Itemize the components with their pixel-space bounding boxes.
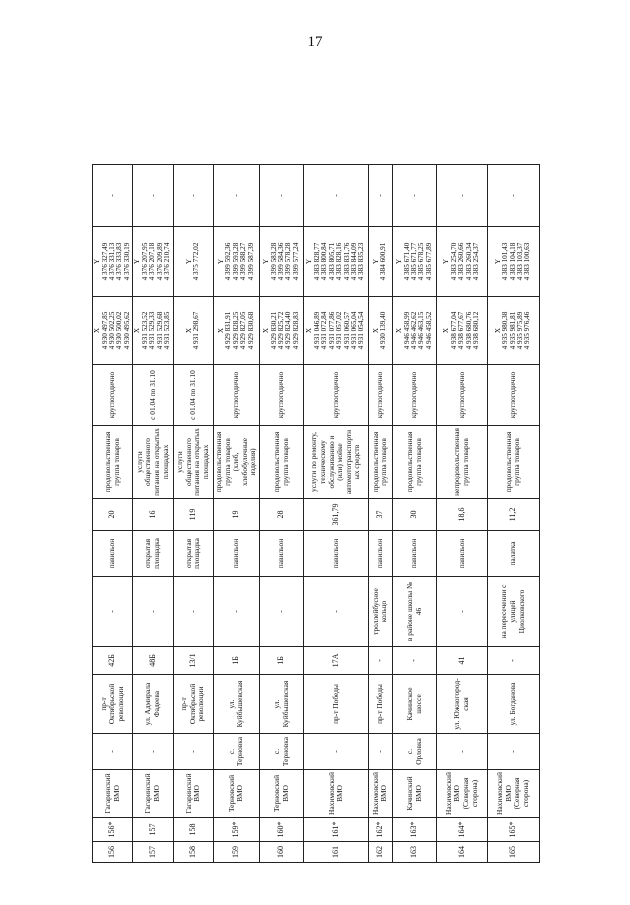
cell-area: 11,2: [487, 499, 539, 531]
cell-landmark: -: [437, 577, 487, 647]
cell-area: 20: [93, 499, 133, 531]
cell-type: павильон: [368, 531, 392, 577]
cell-house: -: [368, 647, 392, 675]
cell-landmark: на пересечении с улицей Циолковского: [487, 577, 539, 647]
cell-house: 41: [437, 647, 487, 675]
table-row: [368, 63, 392, 863]
cell-landmark: -: [93, 577, 133, 647]
cell-specialization: продовольственная группа товаров: [260, 426, 304, 499]
cell-street: пр-т Победы: [304, 675, 368, 734]
table-row: [93, 63, 133, 863]
cell-locality: -: [93, 734, 133, 770]
cell-district: Терновский ВМО: [260, 770, 304, 818]
cell-x: X 4 935 980,38 4 935 981,81 4 935 975,89 4 935 976,46: [487, 297, 539, 365]
cell-period: с 01.04 по 31.10: [173, 365, 213, 426]
cell-num: 157: [133, 842, 173, 863]
cell-district: Нахимовский ВМО (Северная сторона): [487, 770, 539, 818]
cell-specialization: продовольственная группа товаров: [368, 426, 392, 499]
cell-type: павильон: [304, 531, 368, 577]
cell-area: 19: [213, 499, 259, 531]
cell-house: 17А: [304, 647, 368, 675]
cell-area: 28: [260, 499, 304, 531]
cell-house: 13/1: [173, 647, 213, 675]
cell-num: 165: [487, 842, 539, 863]
cell-code: 159*: [213, 818, 259, 842]
cell-x: X 4 929 831,91 4 929 828,25 4 929 827,05 4 929 830,68: [213, 297, 259, 365]
cell-note: -: [173, 165, 213, 227]
placement-table: [92, 62, 540, 863]
cell-house: 48Б: [133, 647, 173, 675]
cell-code: 164*: [437, 818, 487, 842]
cell-house: 42Б: [93, 647, 133, 675]
cell-y: Y 4 383 101,43 4 383 104,18 4 383 103,37 4 383 100,63: [487, 227, 539, 297]
cell-code: 158: [173, 818, 213, 842]
cell-street: пр-т Октябрьской революции: [173, 675, 213, 734]
cell-y: Y 4 383 828,77 4 383 800,84 4 383 805,71 4 383 828,16 4 383 831,76 4 383 844,09 4 383 835,23: [304, 227, 368, 297]
table-body: [93, 63, 540, 863]
cell-street: ул. Богданова: [487, 675, 539, 734]
cell-period: круглогодично: [213, 365, 259, 426]
cell-code: 160*: [260, 818, 304, 842]
cell-house: -: [392, 647, 436, 675]
cell-house: 1Б: [213, 647, 259, 675]
table-row: [437, 63, 487, 863]
cell-street: ул. Куйбышевская: [213, 675, 259, 734]
cell-district: Нахимовский ВМО: [368, 770, 392, 818]
cell-landmark: -: [260, 577, 304, 647]
cell-note: -: [133, 165, 173, 227]
cell-locality: с. Терновка: [213, 734, 259, 770]
cell-note: -: [213, 165, 259, 227]
table-row: [133, 63, 173, 863]
cell-num: 160: [260, 842, 304, 863]
cell-code: 165*: [487, 818, 539, 842]
cell-locality: -: [487, 734, 539, 770]
cell-locality: -: [437, 734, 487, 770]
cell-num: 161: [304, 842, 368, 863]
cell-y: Y 4 399 592,36 4 399 593,28 4 399 588,27 4 399 587,39: [213, 227, 259, 297]
page-number: 17: [307, 34, 323, 50]
cell-y: Y 4 375 772,02: [173, 227, 213, 297]
cell-x: X 4 931 523,52 4 931 529,33 4 931 529,68 4 931 523,85: [133, 297, 173, 365]
cell-code: 161*: [304, 818, 368, 842]
cell-code: 156*: [93, 818, 133, 842]
cell-specialization: услуги общественного питания на открытых площадках: [133, 426, 173, 499]
cell-y: Y 4 384 600,91: [368, 227, 392, 297]
cell-y: Y 4 385 671,40 4 385 671,77 4 385 678,25 4 385 677,89: [392, 227, 436, 297]
cell-period: круглогодично: [304, 365, 368, 426]
cell-district: Гагаринский ВМО: [173, 770, 213, 818]
cell-y: Y 4 399 583,28 4 399 584,36 4 399 578,28 4 399 577,24: [260, 227, 304, 297]
cell-code: 157: [133, 818, 173, 842]
cell-x: X 4 929 830,21 4 929 825,72 4 929 824,40 4 929 828,83: [260, 297, 304, 365]
cell-area: 16: [133, 499, 173, 531]
cell-note: -: [392, 165, 436, 227]
cell-locality: с. Терновка: [260, 734, 304, 770]
cell-locality: -: [133, 734, 173, 770]
cell-locality: -: [173, 734, 213, 770]
cell-y: Y 4 376 327,49 4 376 331,13 4 376 333,83 4 376 330,19: [93, 227, 133, 297]
cell-x: X 4 930 497,85 4 930 502,25 4 930 500,02 4 930 495,62: [93, 297, 133, 365]
cell-period: круглогодично: [487, 365, 539, 426]
cell-house: 1Б: [260, 647, 304, 675]
cell-street: ул. Адмирала Фадеева: [133, 675, 173, 734]
cell-landmark: троллейбусное кольцо: [368, 577, 392, 647]
cell-num: 159: [213, 842, 259, 863]
table-row: [304, 63, 368, 863]
cell-note: -: [368, 165, 392, 227]
cell-y: Y 4 376 207,95 4 376 207,18 4 376 209,89 4 376 210,74: [133, 227, 173, 297]
cell-x: X 4 931 298,67: [173, 297, 213, 365]
cell-district: Качинский ВМО: [392, 770, 436, 818]
cell-specialization: непродовольственная группа товаров: [437, 426, 487, 499]
cell-note: -: [304, 165, 368, 227]
cell-num: 163: [392, 842, 436, 863]
cell-specialization: услуги общественного питания на открытых площадках: [173, 426, 213, 499]
table-row: [260, 63, 304, 863]
cell-locality: с. Орловка: [392, 734, 436, 770]
cell-note: -: [437, 165, 487, 227]
cell-street: ул. Южногород-ская: [437, 675, 487, 734]
cell-note: -: [93, 165, 133, 227]
cell-period: с 01.04 по 31.10: [133, 365, 173, 426]
cell-street: пр-т Победы: [368, 675, 392, 734]
cell-district: Терновский ВМО: [213, 770, 259, 818]
cell-street: Качинское шоссе: [392, 675, 436, 734]
cell-area: 37: [368, 499, 392, 531]
table-row: [392, 63, 436, 863]
cell-type: павильон: [437, 531, 487, 577]
cell-district: Гагаринский ВМО: [133, 770, 173, 818]
cell-period: круглогодично: [437, 365, 487, 426]
cell-district: Нахимовский ВМО (Северная сторона): [437, 770, 487, 818]
cell-y: Y 4 383 254,70 4 383 260,66 4 383 260,34 4 383 254,37: [437, 227, 487, 297]
cell-period: круглогодично: [260, 365, 304, 426]
cell-period: круглогодично: [93, 365, 133, 426]
cell-landmark: -: [133, 577, 173, 647]
cell-area: 30: [392, 499, 436, 531]
cell-num: 162: [368, 842, 392, 863]
cell-type: павильон: [392, 531, 436, 577]
table-row: [487, 63, 539, 863]
cell-note: -: [260, 165, 304, 227]
cell-specialization: услуги по ремонту, техническому обслуживанию и (или) мойке автомототранспортных средств: [304, 426, 368, 499]
rotated-table: [92, 62, 540, 863]
cell-district: Гагаринский ВМО: [93, 770, 133, 818]
cell-period: круглогодично: [368, 365, 392, 426]
cell-num: 164: [437, 842, 487, 863]
cell-landmark: -: [213, 577, 259, 647]
cell-type: палатка: [487, 531, 539, 577]
table-container: [92, 62, 540, 863]
cell-x: X 4 938 677,04 4 938 677,67 4 938 680,76 4 938 680,12: [437, 297, 487, 365]
cell-street: пр-т Октябрьской революции: [93, 675, 133, 734]
cell-locality: -: [304, 734, 368, 770]
cell-x: X 4 946 458,99 4 946 462,62 4 946 463,15 4 946 458,52: [392, 297, 436, 365]
cell-specialization: продовольственная группа товаров (хлеб, хлебобулочные изделия): [213, 426, 259, 499]
cell-type: открытая площадка: [133, 531, 173, 577]
cell-code: 162*: [368, 818, 392, 842]
cell-area: 119: [173, 499, 213, 531]
cell-house: -: [487, 647, 539, 675]
cell-num: 158: [173, 842, 213, 863]
cell-landmark: -: [304, 577, 368, 647]
cell-type: павильон: [93, 531, 133, 577]
cell-district: Нахимовский ВМО: [304, 770, 368, 818]
table-row: [213, 63, 259, 863]
table-row: [173, 63, 213, 863]
cell-num: 156: [93, 842, 133, 863]
cell-x: X 4 930 139,40: [368, 297, 392, 365]
cell-type: павильон: [260, 531, 304, 577]
cell-specialization: продовольственная группа товаров: [487, 426, 539, 499]
cell-note: -: [487, 165, 539, 227]
cell-type: открытая площадка: [173, 531, 213, 577]
cell-locality: -: [368, 734, 392, 770]
cell-specialization: продовольственная группа товаров: [93, 426, 133, 499]
cell-specialization: продовольственная группа товаров: [392, 426, 436, 499]
cell-period: круглогодично: [392, 365, 436, 426]
cell-type: павильон: [213, 531, 259, 577]
cell-code: 163*: [392, 818, 436, 842]
cell-area: 361,79: [304, 499, 368, 531]
cell-landmark: -: [173, 577, 213, 647]
cell-x: X 4 931 046,89 4 931 072,84 4 931 077,86 4 931 057,02 4 931 060,57 4 931 065,04 4 931 054,54: [304, 297, 368, 365]
cell-area: 18,6: [437, 499, 487, 531]
cell-street: ул. Куйбышевская: [260, 675, 304, 734]
cell-landmark: в районе школы № 46: [392, 577, 436, 647]
